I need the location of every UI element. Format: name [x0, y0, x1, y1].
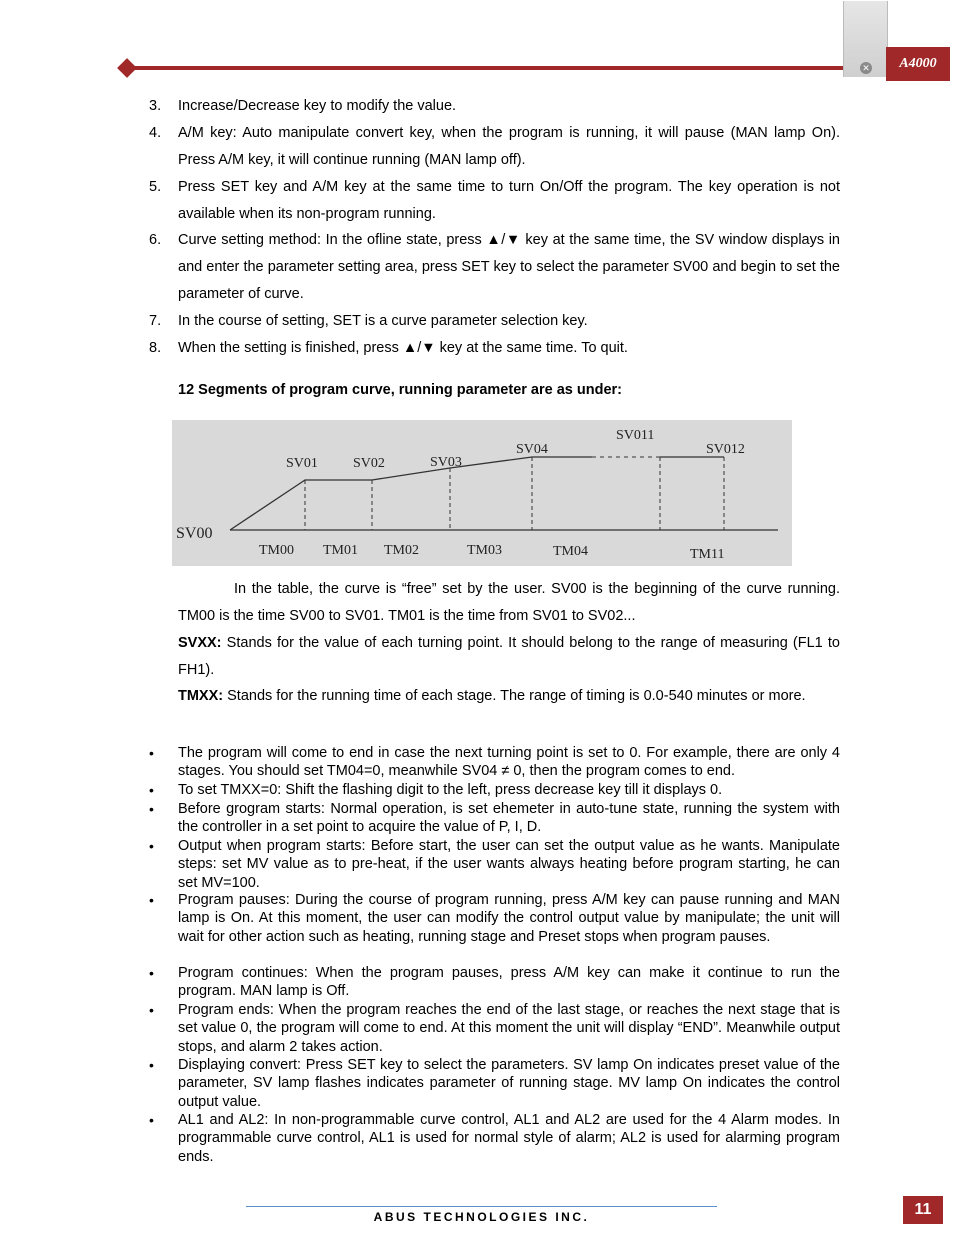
step-number: 8.	[149, 340, 162, 356]
close-icon: ✕	[860, 62, 872, 74]
bullet-icon: •	[149, 838, 154, 854]
bullet-text: AL1 and AL2: In non-programmable curve control, AL1 and AL2 are used for the 4 Alarm modes. In programmable curve control, AL1 is used for normal style of alarm; AL2 is used for alarming program ends.	[178, 1112, 840, 1165]
bullet-icon: •	[149, 782, 154, 798]
section-heading: 12 Segments of program curve, running parameter are as under:	[178, 382, 622, 398]
tmxx-text: Stands for the running time of each stage. The range of timing is 0.0-540 minutes or more.	[223, 688, 806, 704]
bullet-icon: •	[149, 745, 154, 761]
bullet-icon: •	[149, 892, 154, 908]
bullet-text: Program pauses: During the course of program running, press A/M key can pause running and MAN lamp is On. At this moment, the user can modify the control output value by manipulate; the unit will wait for other action such as heating, running stage and Preset stops when program pauses.	[178, 892, 840, 945]
bullet-icon: •	[149, 1002, 154, 1018]
bullet-text: Program ends: When the program reaches the end of the last stage, or reaches the next stage that is set value 0, the program will come to end. At this moment the unit will display “END”. Meanwhile output stops, and alarm 2 takes action.	[178, 1002, 840, 1055]
step-number: 5.	[149, 179, 162, 195]
bullet-text: Displaying convert: Press SET key to select the parameters. SV lamp On indicates preset value of the parameter, SV lamp flashes indicates parameter of running stage. MV lamp On indicates the control output value.	[178, 1057, 840, 1110]
svxx-term: SVXX:	[178, 635, 222, 651]
bullet-icon: •	[149, 1112, 154, 1128]
model-badge: A4000	[886, 47, 950, 81]
bullet-text: Program continues: When the program pauses, press A/M key can make it continue to run the program. MAN lamp is Off.	[178, 965, 840, 1000]
tmxx-definition	[178, 683, 840, 710]
program-curve	[230, 457, 592, 530]
step-number: 3.	[149, 98, 162, 114]
step-text: In the course of setting, SET is a curve parameter selection key.	[178, 313, 588, 329]
tm-label: TM11	[690, 547, 725, 562]
step-number: 4.	[149, 125, 162, 141]
explanation-intro: In the table, the curve is “free” set by the user. SV00 is the beginning of the curve running. TM00 is the time SV00 to SV01. TM01 is the time from SV01 to SV02...	[178, 581, 840, 624]
sv-start-label: SV00	[176, 525, 213, 542]
tm-label: TM03	[467, 543, 502, 558]
svxx-text: Stands for the value of each turning point. It should belong to the range of measuring (FL1 to FH1).	[178, 635, 840, 678]
page-number: 11	[903, 1196, 943, 1224]
sv-label: SV03	[430, 455, 462, 470]
bullet-text: Output when program starts: Before start, the user can set the output value as he wants. Manipulate steps: set MV value as to pre-heat, if the user wants always heating before program starting, he can set MV=100.	[178, 838, 840, 891]
bullet-icon: •	[149, 801, 154, 817]
header-rule	[127, 66, 843, 70]
tm-label: TM02	[384, 543, 419, 558]
header-diamond	[117, 58, 137, 78]
bullet-text: To set TMXX=0: Shift the flashing digit to the left, press decrease key till it displays 0.	[178, 782, 723, 798]
step-number: 7.	[149, 313, 162, 329]
svxx-definition	[178, 630, 840, 684]
step-text: Increase/Decrease key to modify the value.	[178, 98, 457, 114]
program-curve-diagram	[172, 420, 792, 566]
bullet-icon: •	[149, 1057, 154, 1073]
step-text: When the setting is finished, press ▲/▼ key at the same time. To quit.	[178, 340, 628, 356]
step-text: A/M key: Auto manipulate convert key, when the program is running, it will pause (MAN lamp On). Press A/M key, it will continue running (MAN lamp off).	[178, 125, 840, 168]
tm-label: TM00	[259, 543, 294, 558]
footer-rule	[246, 1206, 717, 1207]
sv-label: SV012	[706, 442, 745, 457]
tm-label: TM04	[553, 544, 588, 559]
bullet-icon: •	[149, 965, 154, 981]
sv-label: SV02	[353, 456, 385, 471]
footer-company: ABUS TECHNOLOGIES INC.	[373, 1210, 590, 1224]
step-number: 6.	[149, 232, 162, 248]
step-text: Press SET key and A/M key at the same time to turn On/Off the program. The key operation is not available when its non-program running.	[178, 179, 840, 222]
tmxx-term: TMXX:	[178, 688, 224, 704]
bullet-text: The program will come to end in case the next turning point is set to 0. For example, there are only 4 stages. You should set TM04=0, meanwhile SV04 ≠ 0, then the program comes to end.	[178, 745, 840, 780]
tm-label: TM01	[323, 543, 358, 558]
sv-label: SV011	[616, 428, 655, 443]
step-text: Curve setting method: In the ofline state, press ▲/▼ key at the same time, the SV window displays in and enter the parameter setting area, press SET key to select the parameter SV00 and begin to set the parameter of curve.	[178, 232, 840, 302]
sv-label: SV04	[516, 442, 548, 457]
bullet-text: Before grogram starts: Normal operation, is set ehemeter in auto-tune state, running the system with the controller in a set point to acquire the value of P, I, D.	[178, 801, 840, 836]
sv-label: SV01	[286, 456, 318, 471]
